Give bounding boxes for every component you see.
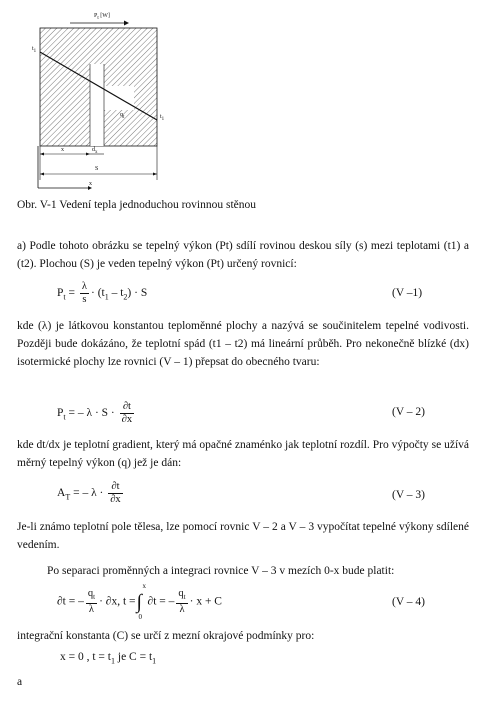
equation-1-number: (V –1) <box>392 287 423 299</box>
equation-2: $P_t$ = – λ · S · $\frac{\partial t}{\partial x}$ <box>57 401 133 425</box>
x-dimension-label: x <box>61 147 64 153</box>
paragraph-a: a) Podle tohoto obrázku se tepelný výkon (Pt) sdílí rovinou deskou síly (s) mezi teplotami (t1) a (t2). Plochou (S) je veden tepelný výkon (Pt) určený rovnicí: <box>17 240 469 270</box>
equation-3-number: (V – 3) <box>392 489 426 501</box>
figure-caption: Obr. V-1 Vedení tepla jednoduchou rovinnou stěnou <box>17 199 257 211</box>
equation-5: x = 0 , $t = t_1$ je $C = t_1$ <box>60 651 157 666</box>
equation-3: $A_T$ = – λ · $\frac{\partial t}{\partial x}$ <box>57 481 121 505</box>
equation-2-number: (V – 2) <box>392 406 426 418</box>
paragraph-f: integrační konstanta (C) se určí z mezní okrajové podmínky pro: <box>17 630 315 642</box>
q-label: $q_t$ <box>120 112 125 121</box>
paragraph-g: a <box>17 676 23 688</box>
equation-4: ∂t = – $\frac{q_t}{\lambda}$ · ∂x, t = x ∫ 0 ∂t = – $\frac{q_t}{\lambda}$ · x + C <box>57 582 222 622</box>
paragraph-c: kde dt/dx je teplotní gradient, který má opačné znaménko jak teplotní rozdíl. Pro výpočty se užívá měrný tepelný výkon (q) jež je dán: <box>17 439 469 469</box>
equation-1: $P_t$ = $\frac{\lambda}{s}$ · $(t_1 - t_2) \cdot S$ <box>57 281 148 305</box>
paragraph-e: Po separaci proměnných a integraci rovnice V – 3 v mezích 0-x bude platit: <box>47 565 395 577</box>
integral-sign: x ∫ 0 <box>136 582 147 622</box>
wall-diagram <box>28 0 178 192</box>
wall-figure <box>28 0 178 192</box>
dx-dimension-label: $d_x$ <box>92 147 98 156</box>
paragraph-b: kde (λ) je látkovou konstantou teploměnné plochy a nazývá se součinitelem tepelné vodivosti. Později bude dokázáno, že teplotní spád (t1 – t2) má lineární průběh. Pro nekonečně blízké (dx) isotermické plochy lze rovnici (V – 1) přepsat do obecného tvaru: <box>17 320 469 368</box>
s-dimension-label: S <box>95 166 99 172</box>
equation-4-number: (V – 4) <box>392 596 426 608</box>
paragraph-d: Je-li známo teplotní pole tělesa, lze pomocí rovnic V – 2 a V – 3 vypočítat tepelné výkony sdílené vedením. <box>17 521 469 551</box>
t2-label: $t_1$ <box>160 114 165 123</box>
top-power-label: $P_t$ [W] <box>94 13 110 22</box>
t1-label: $t_1$ <box>32 46 37 55</box>
x-axis-label: x <box>89 181 92 187</box>
